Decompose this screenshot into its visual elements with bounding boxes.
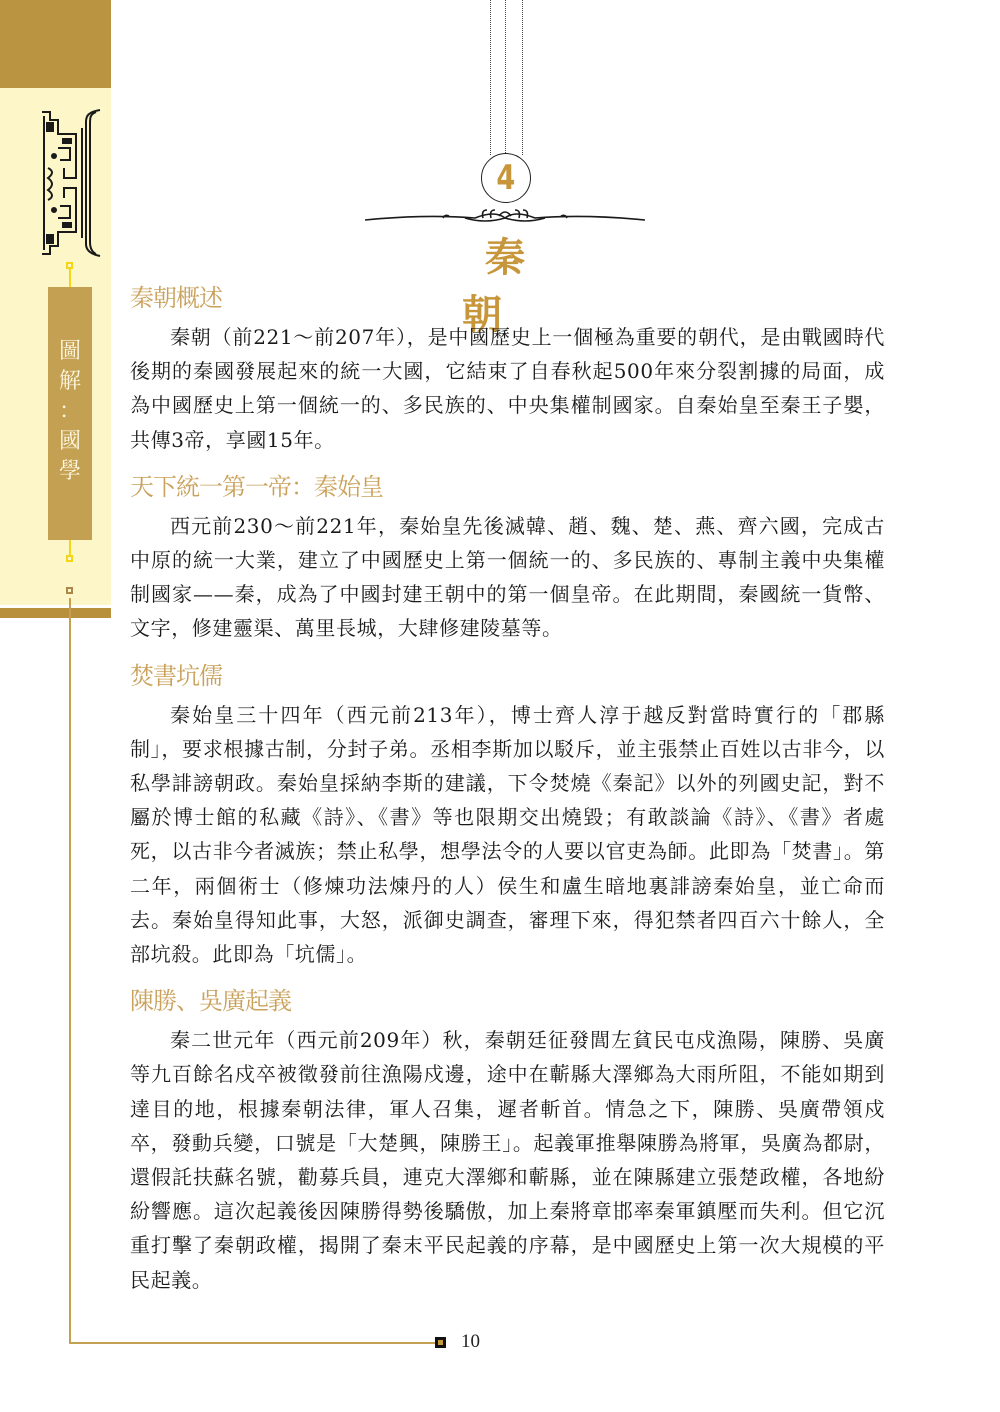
chapter-number-badge [481,153,531,203]
bronze-pattern-ornament-icon [36,108,106,258]
section-heading: 秦朝概述 [130,284,222,312]
node-marker-icon [66,555,73,562]
series-label-char: 國 [58,429,81,454]
series-label-char: 學 [58,459,81,484]
hanging-dotted-line [505,0,506,155]
sidebar-gold-block [0,0,111,88]
node-marker-icon [66,587,73,594]
page-marker-icon [435,1337,446,1348]
section-paragraph: 秦始皇三十四年（西元前213年），博士齊人淳于越反對當時實行的「郡縣制」，要求根據古制，分封子弟。丞相李斯加以駁斥，並主張禁止百姓以古非今，以私學誹謗朝政。秦始皇採納李斯的建議，下令焚燒《秦記》以外的列國史記，對不屬於博士館的私藏《詩》、《書》等也限期交出燒毀；有敢談論《詩》、《書》者處死，以古非今者滅族；禁止私學，想學法令的人要以官吏為師。此即為「焚書」。第二年，兩個術士（修煉功法煉丹的人）侯生和盧生暗地裏誹謗秦始皇，並亡命而去。秦始皇得知此事，大怒，派御史調查，審理下來，得犯禁者四百六十餘人，全部坑殺。此即為「坑儒」。 [130,702,885,967]
page-frame-line-horizontal [69,1342,437,1344]
series-label-char: ： [58,399,81,424]
hanging-dotted-line [490,0,491,155]
page-frame-line-vertical [69,598,71,1342]
section-paragraph: 秦二世元年（西元前209年）秋，秦朝廷征發閭左貧民屯戍漁陽，陳勝、吳廣等九百餘名戍卒被徵發前往漁陽戍邊，途中在蘄縣大澤鄉為大雨所阻，不能如期到達目的地，根據秦朝法律，軍人召集，遲者斬首。情急之下，陳勝、吳廣帶領戍卒，發動兵變，口號是「大楚興，陳勝王」。起義軍推舉陳勝為將軍，吳廣為都尉，還假託扶蘇名號，勸募兵員，連克大澤鄉和蘄縣，並在陳縣建立張楚政權，各地紛紛響應。這次起義後因陳勝得勢後驕傲，加上秦將章邯率秦軍鎮壓而失利。但它沉重打擊了秦朝政權，揭開了秦末平民起義的序幕，是中國歷史上第一次大規模的平民起義。 [130,1028,885,1292]
series-label-char: 解 [58,369,81,394]
article-body [130,280,885,1309]
series-tab [48,287,92,540]
section-paragraph: 秦朝（前221～前207年），是中國歷史上一個極為重要的朝代，是由戰國時代後期的秦國發展起來的統一大國，它結束了自春秋起500年來分裂割據的局面，成為中國歷史上第一個統一的、多民族的、中央集權制國家。自秦始皇至秦王子嬰，共傳3帝，享國15年。 [130,325,885,452]
sidebar-band [0,0,111,605]
page-number: 10 [461,1331,480,1352]
hanging-dotted-line [522,0,523,155]
series-label-char: 圖 [58,339,81,364]
node-marker-icon [66,262,73,269]
section-heading: 陳勝、吳廣起義 [130,987,291,1016]
chapter-title: 秦朝 [462,235,571,338]
chapter-number: 4 [496,158,516,198]
sidebar-divider-bar [0,608,111,618]
section-heading: 焚書坑儒 [130,661,222,690]
section-heading: 天下統一第一帝：秦始皇 [130,472,383,501]
section-paragraph: 西元前230～前221年，秦始皇先後滅韓、趙、魏、楚、燕、齊六國，完成古中原的統一大業，建立了中國歷史上第一個統一的、多民族的、專制主義中央集權制國家——秦，成為了中國封建王朝中的第一個皇帝。在此期間，秦國統一貨幣、文字，修建靈渠、萬里長城，大肆修建陵墓等。 [130,513,885,641]
